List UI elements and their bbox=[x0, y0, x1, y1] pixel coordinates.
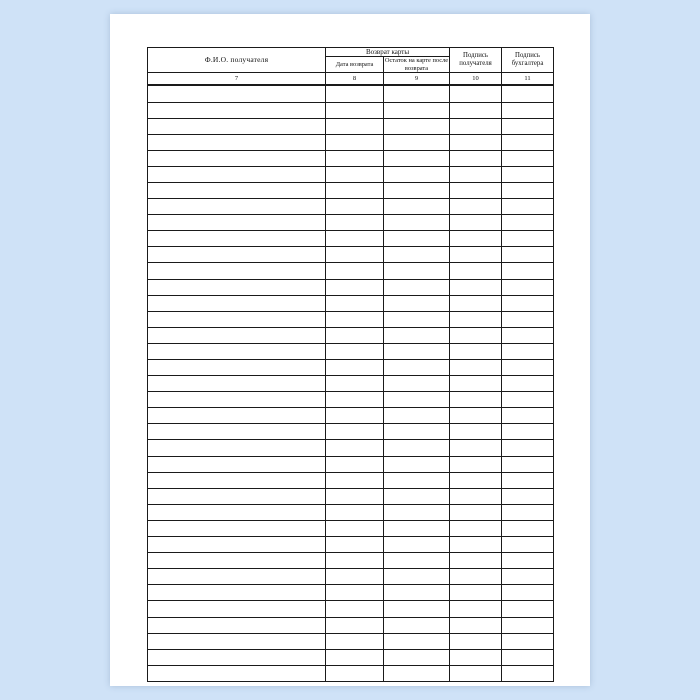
table-cell-empty[interactable] bbox=[450, 311, 502, 327]
table-cell-empty[interactable] bbox=[502, 327, 554, 343]
table-cell-empty[interactable] bbox=[502, 472, 554, 488]
table-row[interactable] bbox=[148, 215, 554, 231]
table-row[interactable] bbox=[148, 424, 554, 440]
table-row[interactable] bbox=[148, 311, 554, 327]
table-cell-empty[interactable] bbox=[148, 360, 326, 376]
table-cell-empty[interactable] bbox=[326, 166, 384, 182]
table-cell-empty[interactable] bbox=[148, 118, 326, 134]
table-cell-empty[interactable] bbox=[502, 520, 554, 536]
table-cell-empty[interactable] bbox=[326, 520, 384, 536]
table-cell-empty[interactable] bbox=[450, 182, 502, 198]
table-cell-empty[interactable] bbox=[450, 408, 502, 424]
column-number: 8 bbox=[326, 73, 384, 86]
table-cell-empty[interactable] bbox=[148, 601, 326, 617]
table-cell-empty[interactable] bbox=[450, 231, 502, 247]
table-cell-empty[interactable] bbox=[326, 488, 384, 504]
table-row[interactable] bbox=[148, 118, 554, 134]
document-page bbox=[110, 14, 590, 686]
table-cell-empty[interactable] bbox=[148, 295, 326, 311]
table-cell-empty[interactable] bbox=[384, 392, 450, 408]
table-cell-empty[interactable] bbox=[384, 295, 450, 311]
table-cell-empty[interactable] bbox=[502, 311, 554, 327]
table-cell-empty[interactable] bbox=[450, 633, 502, 649]
table-cell-empty[interactable] bbox=[450, 520, 502, 536]
table-cell-empty[interactable] bbox=[326, 102, 384, 118]
table-cell-empty[interactable] bbox=[326, 553, 384, 569]
table-cell-empty[interactable] bbox=[450, 150, 502, 166]
table-cell-empty[interactable] bbox=[450, 665, 502, 681]
table-cell-empty[interactable] bbox=[326, 231, 384, 247]
table-cell-empty[interactable] bbox=[450, 569, 502, 585]
table-cell-empty[interactable] bbox=[148, 504, 326, 520]
table-cell-empty[interactable] bbox=[384, 649, 450, 665]
table-cell-empty[interactable] bbox=[384, 199, 450, 215]
table-row[interactable] bbox=[148, 343, 554, 359]
table-cell-empty[interactable] bbox=[502, 585, 554, 601]
table-row[interactable] bbox=[148, 617, 554, 633]
table-row[interactable] bbox=[148, 601, 554, 617]
table-cell-empty[interactable] bbox=[502, 537, 554, 553]
table-cell-empty[interactable] bbox=[148, 392, 326, 408]
table-row[interactable] bbox=[148, 295, 554, 311]
table-cell-empty[interactable] bbox=[384, 456, 450, 472]
column-number: 9 bbox=[384, 73, 450, 86]
table-cell-empty[interactable] bbox=[502, 134, 554, 150]
table-cell-empty[interactable] bbox=[326, 665, 384, 681]
table-cell-empty[interactable] bbox=[326, 649, 384, 665]
table-cell-empty[interactable] bbox=[148, 150, 326, 166]
table-cell-empty[interactable] bbox=[502, 118, 554, 134]
table-cell-empty[interactable] bbox=[502, 247, 554, 263]
table-cell-empty[interactable] bbox=[384, 85, 450, 102]
table-cell-empty[interactable] bbox=[502, 392, 554, 408]
table-cell-empty[interactable] bbox=[502, 150, 554, 166]
table-cell-empty[interactable] bbox=[148, 343, 326, 359]
table-cell-empty[interactable] bbox=[384, 569, 450, 585]
table-cell-empty[interactable] bbox=[326, 472, 384, 488]
table-cell-empty[interactable] bbox=[148, 376, 326, 392]
table-header bbox=[148, 48, 554, 86]
table-cell-empty[interactable] bbox=[450, 472, 502, 488]
table-cell-empty[interactable] bbox=[148, 649, 326, 665]
table-cell-empty[interactable] bbox=[384, 327, 450, 343]
table-cell-empty[interactable] bbox=[384, 360, 450, 376]
table-cell-empty[interactable] bbox=[148, 102, 326, 118]
table-cell-empty[interactable] bbox=[148, 665, 326, 681]
header-group-card-return: Возврат карты bbox=[326, 48, 450, 57]
table-cell-empty[interactable] bbox=[502, 85, 554, 102]
table-row[interactable] bbox=[148, 150, 554, 166]
table-cell-empty[interactable] bbox=[502, 360, 554, 376]
table-cell-empty[interactable] bbox=[450, 343, 502, 359]
table-cell-empty[interactable] bbox=[384, 231, 450, 247]
table-cell-empty[interactable] bbox=[450, 601, 502, 617]
table-row[interactable] bbox=[148, 247, 554, 263]
table-cell-empty[interactable] bbox=[502, 553, 554, 569]
table-cell-empty[interactable] bbox=[450, 424, 502, 440]
table-cell-empty[interactable] bbox=[384, 408, 450, 424]
table-cell-empty[interactable] bbox=[502, 504, 554, 520]
table-cell-empty[interactable] bbox=[326, 537, 384, 553]
table-cell-empty[interactable] bbox=[384, 150, 450, 166]
table-cell-empty[interactable] bbox=[384, 166, 450, 182]
table-row[interactable] bbox=[148, 279, 554, 295]
table-cell-empty[interactable] bbox=[384, 102, 450, 118]
table-cell-empty[interactable] bbox=[326, 247, 384, 263]
table-cell-empty[interactable] bbox=[502, 440, 554, 456]
table-cell-empty[interactable] bbox=[326, 585, 384, 601]
table-cell-empty[interactable] bbox=[384, 182, 450, 198]
table-cell-empty[interactable] bbox=[502, 649, 554, 665]
table-cell-empty[interactable] bbox=[384, 215, 450, 231]
table-cell-empty[interactable] bbox=[502, 617, 554, 633]
table-row[interactable] bbox=[148, 553, 554, 569]
table-cell-empty[interactable] bbox=[450, 295, 502, 311]
table-cell-empty[interactable] bbox=[148, 408, 326, 424]
table-cell-empty[interactable] bbox=[502, 295, 554, 311]
table-cell-empty[interactable] bbox=[326, 279, 384, 295]
table-row[interactable] bbox=[148, 633, 554, 649]
table-cell-empty[interactable] bbox=[450, 392, 502, 408]
table-row[interactable] bbox=[148, 569, 554, 585]
table-body bbox=[148, 85, 554, 681]
table-cell-empty[interactable] bbox=[148, 199, 326, 215]
table-cell-empty[interactable] bbox=[502, 263, 554, 279]
table-cell-empty[interactable] bbox=[384, 118, 450, 134]
table-cell-empty[interactable] bbox=[502, 199, 554, 215]
table-cell-empty[interactable] bbox=[384, 633, 450, 649]
table-cell-empty[interactable] bbox=[326, 569, 384, 585]
table-cell-empty[interactable] bbox=[502, 408, 554, 424]
table-row[interactable] bbox=[148, 665, 554, 681]
table-cell-empty[interactable] bbox=[450, 166, 502, 182]
table-row[interactable] bbox=[148, 585, 554, 601]
table-cell-empty[interactable] bbox=[326, 263, 384, 279]
table-cell-empty[interactable] bbox=[384, 311, 450, 327]
table-cell-empty[interactable] bbox=[148, 215, 326, 231]
table-cell-empty[interactable] bbox=[148, 520, 326, 536]
table-cell-empty[interactable] bbox=[450, 118, 502, 134]
table-row[interactable] bbox=[148, 263, 554, 279]
table-cell-empty[interactable] bbox=[326, 408, 384, 424]
table-cell-empty[interactable] bbox=[450, 327, 502, 343]
header-recipient-name: Ф.И.О. получателя bbox=[148, 48, 326, 73]
table-cell-empty[interactable] bbox=[384, 601, 450, 617]
table-cell-empty[interactable] bbox=[326, 150, 384, 166]
table-cell-empty[interactable] bbox=[148, 311, 326, 327]
table-cell-empty[interactable] bbox=[450, 102, 502, 118]
table-cell-empty[interactable] bbox=[502, 215, 554, 231]
table-cell-empty[interactable] bbox=[384, 488, 450, 504]
table-cell-empty[interactable] bbox=[384, 247, 450, 263]
table-cell-empty[interactable] bbox=[326, 134, 384, 150]
column-number: 10 bbox=[450, 73, 502, 86]
table-row[interactable] bbox=[148, 472, 554, 488]
table-row[interactable] bbox=[148, 102, 554, 118]
table-cell-empty[interactable] bbox=[502, 376, 554, 392]
table-row[interactable] bbox=[148, 360, 554, 376]
table-row[interactable] bbox=[148, 456, 554, 472]
table-cell-empty[interactable] bbox=[502, 601, 554, 617]
table-cell-empty[interactable] bbox=[450, 488, 502, 504]
table-cell-empty[interactable] bbox=[326, 343, 384, 359]
table-cell-empty[interactable] bbox=[326, 601, 384, 617]
table-row[interactable] bbox=[148, 520, 554, 536]
table-cell-empty[interactable] bbox=[384, 376, 450, 392]
table-cell-empty[interactable] bbox=[148, 327, 326, 343]
table-cell-empty[interactable] bbox=[450, 585, 502, 601]
table-cell-empty[interactable] bbox=[148, 85, 326, 102]
table-cell-empty[interactable] bbox=[148, 247, 326, 263]
table-cell-empty[interactable] bbox=[384, 537, 450, 553]
table-cell-empty[interactable] bbox=[502, 182, 554, 198]
table-row[interactable] bbox=[148, 134, 554, 150]
table-row[interactable] bbox=[148, 649, 554, 665]
table-cell-empty[interactable] bbox=[502, 424, 554, 440]
table-cell-empty[interactable] bbox=[450, 199, 502, 215]
table-cell-empty[interactable] bbox=[326, 392, 384, 408]
table-cell-empty[interactable] bbox=[450, 263, 502, 279]
table-cell-empty[interactable] bbox=[148, 134, 326, 150]
table-cell-empty[interactable] bbox=[148, 440, 326, 456]
table-cell-empty[interactable] bbox=[384, 585, 450, 601]
table-cell-empty[interactable] bbox=[148, 182, 326, 198]
table-cell-empty[interactable] bbox=[450, 456, 502, 472]
table-row[interactable] bbox=[148, 85, 554, 102]
table-row[interactable] bbox=[148, 231, 554, 247]
column-number: 7 bbox=[148, 73, 326, 86]
table-cell-empty[interactable] bbox=[326, 376, 384, 392]
table-cell-empty[interactable] bbox=[502, 488, 554, 504]
table-cell-empty[interactable] bbox=[450, 537, 502, 553]
table-cell-empty[interactable] bbox=[502, 343, 554, 359]
table-cell-empty[interactable] bbox=[384, 665, 450, 681]
table-cell-empty[interactable] bbox=[384, 279, 450, 295]
table-cell-empty[interactable] bbox=[502, 279, 554, 295]
table-cell-empty[interactable] bbox=[450, 376, 502, 392]
table-cell-empty[interactable] bbox=[450, 504, 502, 520]
table-cell-empty[interactable] bbox=[450, 553, 502, 569]
table-cell-empty[interactable] bbox=[326, 182, 384, 198]
table-cell-empty[interactable] bbox=[326, 199, 384, 215]
table-cell-empty[interactable] bbox=[148, 279, 326, 295]
table-cell-empty[interactable] bbox=[384, 134, 450, 150]
table-row[interactable] bbox=[148, 166, 554, 182]
table-cell-empty[interactable] bbox=[502, 456, 554, 472]
table-row[interactable] bbox=[148, 408, 554, 424]
table-cell-empty[interactable] bbox=[502, 569, 554, 585]
table-cell-empty[interactable] bbox=[148, 617, 326, 633]
header-signature-recipient: Подпись получателя bbox=[450, 48, 502, 73]
header-row-top bbox=[148, 48, 554, 57]
table-cell-empty[interactable] bbox=[148, 569, 326, 585]
table-cell-empty[interactable] bbox=[450, 85, 502, 102]
table-cell-empty[interactable] bbox=[148, 537, 326, 553]
table-row[interactable] bbox=[148, 488, 554, 504]
table-cell-empty[interactable] bbox=[450, 215, 502, 231]
table-cell-empty[interactable] bbox=[148, 263, 326, 279]
header-signature-accountant: Подпись бухгалтера bbox=[502, 48, 554, 73]
table-cell-empty[interactable] bbox=[384, 504, 450, 520]
table-cell-empty[interactable] bbox=[502, 665, 554, 681]
table-cell-empty[interactable] bbox=[326, 504, 384, 520]
header-balance-after-return: Остаток на карте после возврата bbox=[384, 57, 449, 72]
table-cell-empty[interactable] bbox=[326, 311, 384, 327]
table-cell-empty[interactable] bbox=[326, 327, 384, 343]
table-row[interactable] bbox=[148, 376, 554, 392]
table-cell-empty[interactable] bbox=[326, 633, 384, 649]
table-cell-empty[interactable] bbox=[148, 424, 326, 440]
table-cell-empty[interactable] bbox=[326, 295, 384, 311]
table-row[interactable] bbox=[148, 440, 554, 456]
table-cell-empty[interactable] bbox=[384, 263, 450, 279]
table-cell-empty[interactable] bbox=[450, 134, 502, 150]
table-cell-empty[interactable] bbox=[450, 247, 502, 263]
table-row[interactable] bbox=[148, 199, 554, 215]
table-cell-empty[interactable] bbox=[502, 633, 554, 649]
table-cell-empty[interactable] bbox=[326, 456, 384, 472]
table-row[interactable] bbox=[148, 392, 554, 408]
table-cell-empty[interactable] bbox=[148, 166, 326, 182]
table-cell-empty[interactable] bbox=[326, 440, 384, 456]
table-cell-empty[interactable] bbox=[326, 215, 384, 231]
table-cell-empty[interactable] bbox=[384, 440, 450, 456]
table-cell-empty[interactable] bbox=[148, 472, 326, 488]
table-cell-empty[interactable] bbox=[326, 424, 384, 440]
table-row[interactable] bbox=[148, 537, 554, 553]
table-row[interactable] bbox=[148, 182, 554, 198]
table-cell-empty[interactable] bbox=[326, 360, 384, 376]
table-cell-empty[interactable] bbox=[384, 553, 450, 569]
column-number-row bbox=[148, 73, 554, 86]
table-cell-empty[interactable] bbox=[450, 440, 502, 456]
register-table bbox=[147, 47, 554, 682]
table-cell-empty[interactable] bbox=[450, 617, 502, 633]
table-row[interactable] bbox=[148, 327, 554, 343]
table-cell-empty[interactable] bbox=[148, 633, 326, 649]
column-number: 11 bbox=[502, 73, 554, 86]
table-cell-empty[interactable] bbox=[450, 360, 502, 376]
table-row[interactable] bbox=[148, 504, 554, 520]
table-cell-empty[interactable] bbox=[148, 585, 326, 601]
table-cell-empty[interactable] bbox=[148, 553, 326, 569]
table-cell-empty[interactable] bbox=[502, 231, 554, 247]
table-cell-empty[interactable] bbox=[148, 488, 326, 504]
table-cell-empty[interactable] bbox=[502, 166, 554, 182]
table-cell-empty[interactable] bbox=[326, 85, 384, 102]
table-cell-empty[interactable] bbox=[502, 102, 554, 118]
table-cell-empty[interactable] bbox=[326, 617, 384, 633]
header-return-date: Дата возврата bbox=[326, 57, 384, 73]
table-cell-empty[interactable] bbox=[326, 118, 384, 134]
table-cell-empty[interactable] bbox=[384, 617, 450, 633]
table-cell-empty[interactable] bbox=[384, 343, 450, 359]
table-cell-empty[interactable] bbox=[450, 649, 502, 665]
table-cell-empty[interactable] bbox=[384, 424, 450, 440]
table-cell-empty[interactable] bbox=[384, 520, 450, 536]
table-cell-empty[interactable] bbox=[148, 231, 326, 247]
table-cell-empty[interactable] bbox=[148, 456, 326, 472]
table-cell-empty[interactable] bbox=[450, 279, 502, 295]
table-cell-empty[interactable] bbox=[384, 472, 450, 488]
